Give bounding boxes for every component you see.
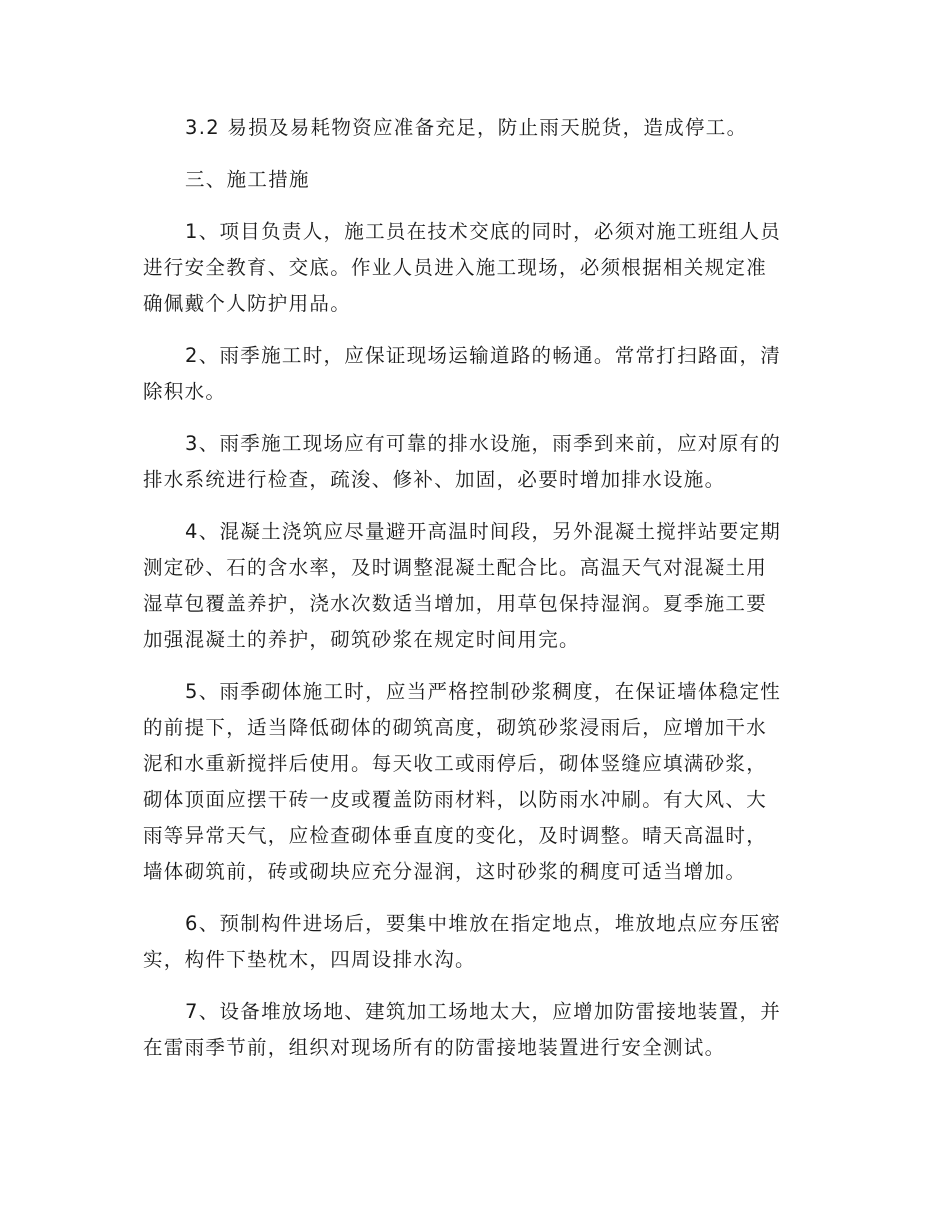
paragraph-line: 3.2 易损及易耗物资应准备充足，防止雨天脱货，造成停工。	[185, 116, 748, 139]
paragraph	[143, 906, 808, 978]
paragraph-line: 除积水。	[143, 380, 227, 403]
paragraph-line: 加强混凝土的养护，砌筑砂浆在规定时间用完。	[143, 628, 580, 651]
paragraph-line: 实，构件下垫枕木，四周设排水沟。	[143, 948, 476, 971]
paragraph-line: 确佩戴个人防护用品。	[143, 292, 352, 315]
paragraph-line: 墙体砌筑前，砖或砌块应充分湿润，这时砂浆的稠度可适当增加。	[143, 860, 747, 883]
paragraph-line: 5、雨季砌体施工时，应当严格控制砂浆稠度，在保证墙体稳定性	[185, 680, 782, 703]
paragraph-line: 4、混凝土浇筑应尽量避开高温时间段，另外混凝土搅拌站要定期	[185, 520, 782, 543]
paragraph	[143, 162, 808, 198]
paragraph-line: 排水系统进行检查，疏浚、修补、加固，必要时增加排水设施。	[143, 468, 726, 491]
paragraph	[143, 426, 808, 498]
paragraph-line: 测定砂、石的含水率，及时调整混凝土配合比。高温天气对混凝土用	[143, 556, 768, 579]
paragraph	[143, 214, 808, 322]
paragraph	[143, 110, 808, 146]
paragraph-line: 1、项目负责人，施工员在技术交底的同时，必须对施工班组人员	[185, 220, 782, 243]
paragraph	[143, 674, 808, 890]
paragraph-line: 6、预制构件进场后，要集中堆放在指定地点，堆放地点应夯压密	[185, 912, 782, 935]
paragraph-line: 雨等异常天气，应检查砌体垂直度的变化，及时调整。晴天高温时，	[143, 824, 768, 847]
paragraph	[143, 514, 808, 658]
paragraph-line: 7、设备堆放场地、建筑加工场地太大，应增加防雷接地装置，并	[185, 1000, 782, 1023]
paragraph	[143, 338, 808, 410]
paragraph-line: 泥和水重新搅拌后使用。每天收工或雨停后，砌体竖缝应填满砂浆，	[143, 752, 768, 775]
paragraph-line: 湿草包覆盖养护，浇水次数适当增加，用草包保持湿润。夏季施工要	[143, 592, 768, 615]
paragraph-line: 砌体顶面应摆干砖一皮或覆盖防雨材料，以防雨水冲刷。有大风、大	[143, 788, 768, 811]
document-page	[143, 110, 808, 1066]
paragraph	[143, 994, 808, 1066]
paragraph-line: 3、雨季施工现场应有可靠的排水设施，雨季到来前，应对原有的	[185, 432, 782, 455]
paragraph-line: 进行安全教育、交底。作业人员进入施工现场，必须根据相关规定准	[143, 256, 768, 279]
paragraph-line: 2、雨季施工时，应保证现场运输道路的畅通。常常打扫路面，清	[185, 344, 782, 367]
paragraph-line: 的前提下，适当降低砌体的砌筑高度，砌筑砂浆浸雨后，应增加干水	[143, 716, 768, 739]
paragraph-line: 三、施工措施	[185, 168, 310, 191]
paragraph-line: 在雷雨季节前，组织对现场所有的防雷接地装置进行安全测试。	[143, 1036, 726, 1059]
